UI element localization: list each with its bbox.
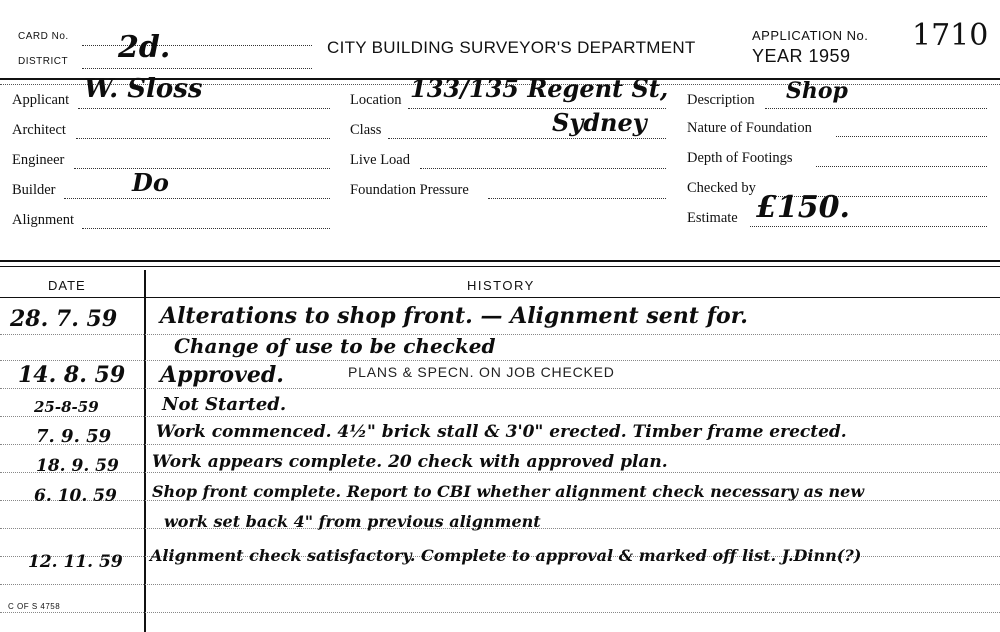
nature-line [836, 136, 987, 137]
description-value: Shop [786, 78, 848, 104]
description-label: Description [687, 92, 755, 108]
date-header: DATE [48, 278, 86, 293]
engineer-label: Engineer [12, 152, 65, 168]
location-value-line2: Sydney [552, 108, 647, 137]
date-column-divider [144, 270, 146, 632]
depth-line [816, 166, 987, 167]
class-label: Class [350, 122, 382, 138]
row-history: Change of use to be checked [174, 334, 496, 358]
row-guide [0, 388, 1000, 389]
row-guide [0, 444, 1000, 445]
checked-by-label: Checked by [687, 180, 756, 196]
fields-bottom-rule-2 [0, 266, 1000, 267]
year-label: YEAR 1959 [752, 46, 851, 66]
architect-label: Architect [12, 122, 66, 138]
live-load-label: Live Load [350, 152, 410, 168]
applicant-line [78, 108, 330, 109]
fields-bottom-rule [0, 260, 1000, 262]
depth-of-footings-label: Depth of Footings [687, 150, 793, 166]
row-history: Approved. [160, 362, 284, 388]
application-label: APPLICATION No. [752, 28, 869, 43]
row-guide [0, 612, 1000, 613]
row-history: Work appears complete. 20 check with approved plan. [152, 452, 668, 472]
row-history: work set back 4" from previous alignment [164, 512, 541, 531]
row-guide [0, 416, 1000, 417]
row-date: 12. 11. 59 [28, 552, 123, 572]
row-date: 28. 7. 59 [10, 306, 118, 332]
description-line [765, 108, 987, 109]
applicant-value: W. Sloss [84, 74, 203, 104]
card-no-line [82, 45, 312, 46]
row-guide [0, 360, 1000, 361]
form-code: C OF S 4758 [8, 602, 61, 611]
architect-line [76, 138, 330, 139]
district-value: 2d. [118, 30, 171, 65]
foundation-pressure-line [488, 198, 666, 199]
row-history: Work commenced. 4½" brick stall & 3'0" erected. Timber frame erected. [156, 422, 847, 442]
class-line [388, 138, 666, 139]
live-load-line [420, 168, 666, 169]
row-guide [0, 472, 1000, 473]
estimate-label: Estimate [687, 210, 738, 226]
row-guide [0, 584, 1000, 585]
foundation-pressure-label: Foundation Pressure [350, 182, 469, 198]
builder-label: Builder [12, 182, 56, 198]
row-date: 18. 9. 59 [36, 456, 119, 476]
estimate-value: £150. [756, 190, 850, 225]
row-history: Alterations to shop front. — Alignment sent for. [160, 303, 748, 329]
application-number: 1710 [912, 18, 989, 53]
card-no-label: CARD No. [18, 31, 69, 42]
table-header-rule [0, 297, 1000, 298]
estimate-line [750, 226, 987, 227]
location-label: Location [350, 92, 402, 108]
builder-line [64, 198, 330, 199]
nature-of-foundation-label: Nature of Foundation [687, 120, 812, 136]
row-history: Not Started. [162, 394, 287, 415]
district-label: DISTRICT [18, 56, 69, 67]
row-guide [0, 334, 1000, 335]
alignment-line [82, 228, 330, 229]
alignment-label: Alignment [12, 212, 75, 228]
row-date: 7. 9. 59 [36, 426, 112, 447]
location-value-line1: 133/135 Regent St, [410, 74, 669, 103]
history-header: HISTORY [467, 278, 535, 293]
row-history: Shop front complete. Report to CBI whether alignment check necessary as new [152, 482, 865, 501]
row-date: 6. 10. 59 [34, 486, 117, 506]
row-history: Alignment check satisfactory. Complete to approval & marked off list. J.Dinn(?) [150, 546, 862, 565]
row-date: 14. 8. 59 [18, 362, 126, 388]
builder-value: Do [132, 168, 169, 197]
engineer-line [74, 168, 330, 169]
plans-checked-stamp: PLANS & SPECN. ON JOB CHECKED [348, 364, 615, 380]
department-title: CITY BUILDING SURVEYOR'S DEPARTMENT [327, 38, 696, 57]
row-date: 25-8-59 [34, 398, 99, 416]
applicant-label: Applicant [12, 92, 70, 108]
district-line [82, 68, 312, 69]
